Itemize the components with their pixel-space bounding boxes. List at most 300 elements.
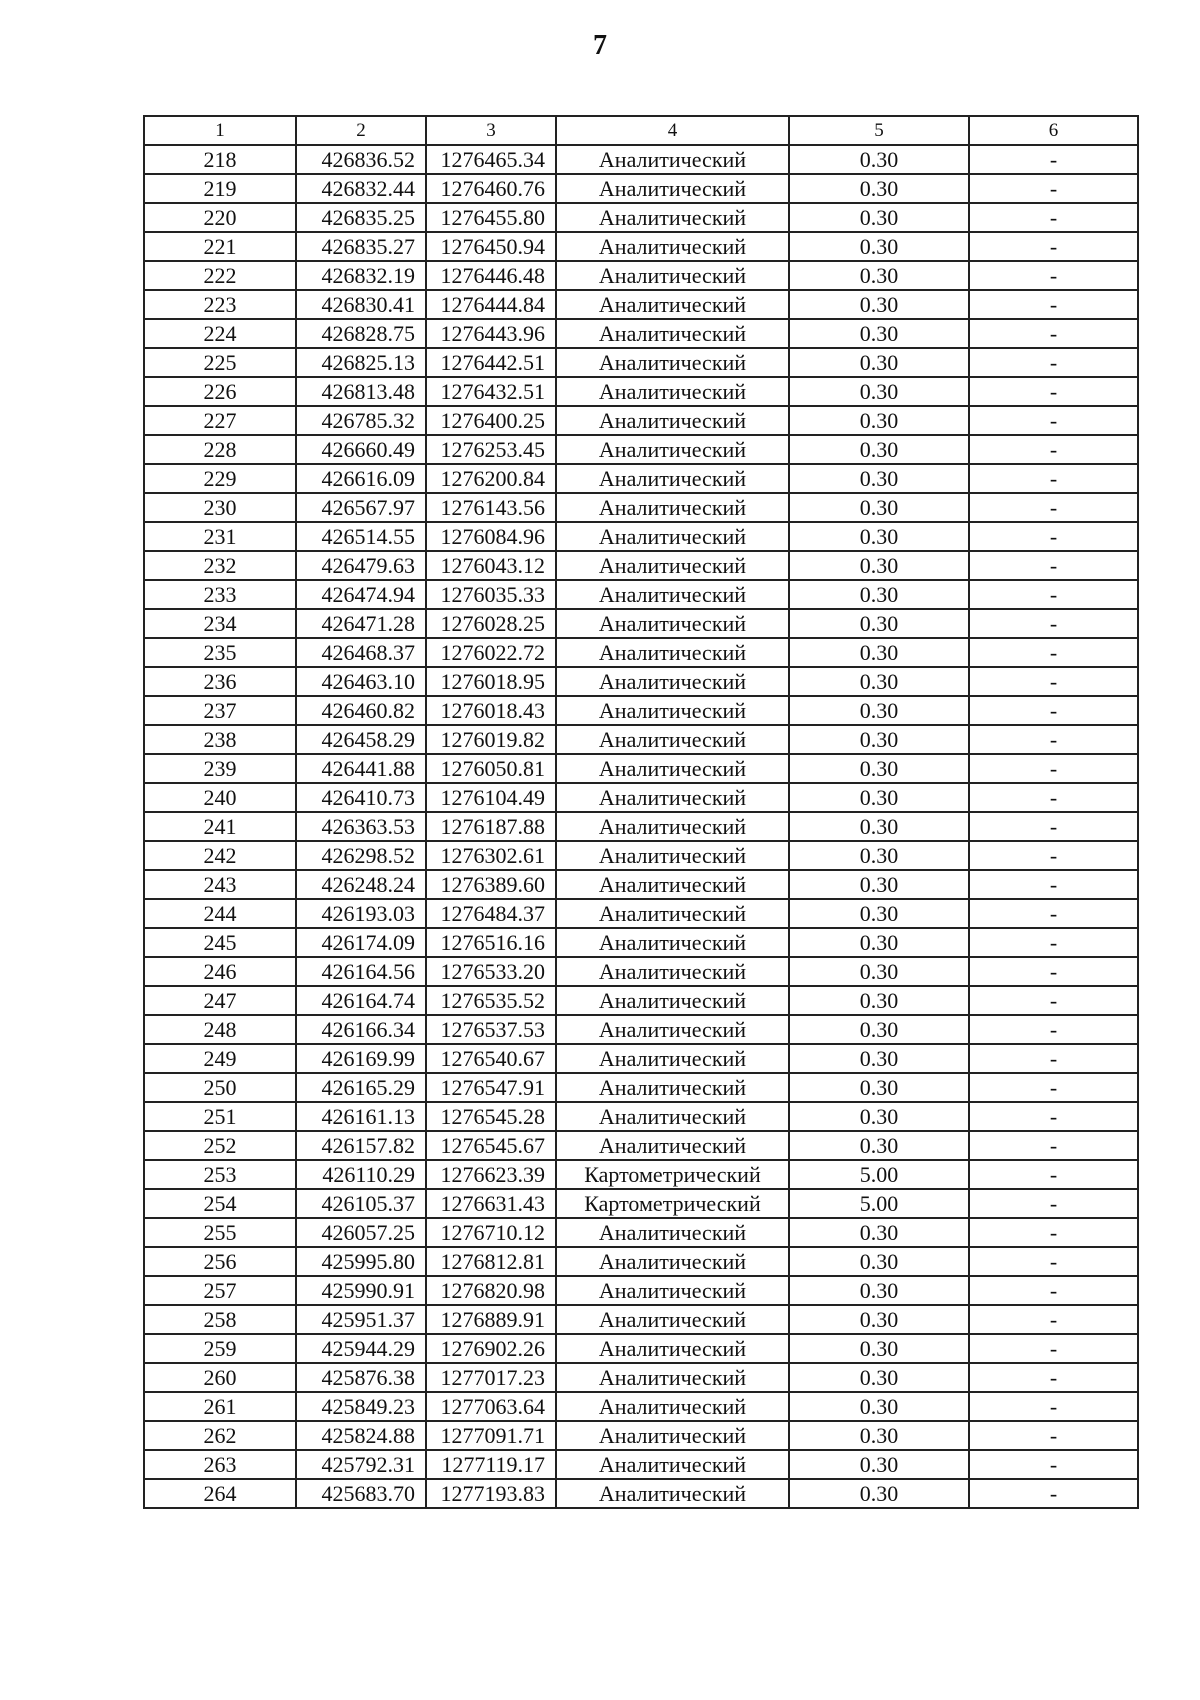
cell-x-coordinate: 426660.49	[296, 435, 426, 464]
cell-x-coordinate: 426567.97	[296, 493, 426, 522]
cell-accuracy: 0.30	[789, 203, 969, 232]
table-row	[144, 232, 1138, 261]
table-row	[144, 1421, 1138, 1450]
cell-y-coordinate: 1276547.91	[426, 1073, 556, 1102]
cell-point-number: 260	[144, 1363, 296, 1392]
cell-method: Аналитический	[556, 696, 789, 725]
cell-note: -	[969, 928, 1138, 957]
cell-y-coordinate: 1276623.39	[426, 1160, 556, 1189]
cell-x-coordinate: 426057.25	[296, 1218, 426, 1247]
cell-accuracy: 0.30	[789, 406, 969, 435]
cell-point-number: 243	[144, 870, 296, 899]
cell-method: Аналитический	[556, 870, 789, 899]
cell-y-coordinate: 1277063.64	[426, 1392, 556, 1421]
cell-y-coordinate: 1276400.25	[426, 406, 556, 435]
table-row	[144, 638, 1138, 667]
cell-method: Аналитический	[556, 957, 789, 986]
cell-note: -	[969, 319, 1138, 348]
cell-point-number: 233	[144, 580, 296, 609]
cell-note: -	[969, 377, 1138, 406]
cell-accuracy: 0.30	[789, 870, 969, 899]
cell-note: -	[969, 232, 1138, 261]
cell-point-number: 224	[144, 319, 296, 348]
cell-y-coordinate: 1276187.88	[426, 812, 556, 841]
table-row	[144, 812, 1138, 841]
table-row	[144, 290, 1138, 319]
cell-x-coordinate: 426441.88	[296, 754, 426, 783]
cell-point-number: 253	[144, 1160, 296, 1189]
column-header-4: 4	[556, 116, 789, 145]
cell-method: Аналитический	[556, 609, 789, 638]
cell-y-coordinate: 1276902.26	[426, 1334, 556, 1363]
cell-point-number: 218	[144, 145, 296, 174]
cell-point-number: 250	[144, 1073, 296, 1102]
cell-accuracy: 0.30	[789, 493, 969, 522]
cell-point-number: 246	[144, 957, 296, 986]
table-row	[144, 870, 1138, 899]
cell-accuracy: 0.30	[789, 1044, 969, 1073]
cell-x-coordinate: 426164.56	[296, 957, 426, 986]
cell-point-number: 255	[144, 1218, 296, 1247]
cell-accuracy: 0.30	[789, 754, 969, 783]
table-row	[144, 580, 1138, 609]
cell-method: Аналитический	[556, 406, 789, 435]
cell-method: Картометрический	[556, 1189, 789, 1218]
cell-point-number: 239	[144, 754, 296, 783]
cell-accuracy: 0.30	[789, 667, 969, 696]
cell-x-coordinate: 425951.37	[296, 1305, 426, 1334]
cell-method: Аналитический	[556, 493, 789, 522]
cell-accuracy: 0.30	[789, 464, 969, 493]
cell-y-coordinate: 1277193.83	[426, 1479, 556, 1508]
cell-method: Аналитический	[556, 754, 789, 783]
cell-point-number: 248	[144, 1015, 296, 1044]
cell-method: Аналитический	[556, 841, 789, 870]
cell-note: -	[969, 1450, 1138, 1479]
cell-x-coordinate: 426410.73	[296, 783, 426, 812]
cell-accuracy: 0.30	[789, 1334, 969, 1363]
cell-y-coordinate: 1276545.67	[426, 1131, 556, 1160]
cell-note: -	[969, 435, 1138, 464]
cell-note: -	[969, 493, 1138, 522]
cell-accuracy: 0.30	[789, 435, 969, 464]
cell-x-coordinate: 426785.32	[296, 406, 426, 435]
cell-note: -	[969, 406, 1138, 435]
table-row	[144, 522, 1138, 551]
table-row	[144, 1392, 1138, 1421]
table-row	[144, 928, 1138, 957]
cell-y-coordinate: 1276537.53	[426, 1015, 556, 1044]
table-row	[144, 667, 1138, 696]
cell-x-coordinate: 426105.37	[296, 1189, 426, 1218]
cell-accuracy: 0.30	[789, 551, 969, 580]
cell-accuracy: 0.30	[789, 1247, 969, 1276]
cell-point-number: 262	[144, 1421, 296, 1450]
cell-note: -	[969, 754, 1138, 783]
cell-note: -	[969, 899, 1138, 928]
table-row	[144, 1102, 1138, 1131]
cell-x-coordinate: 426830.41	[296, 290, 426, 319]
table-row	[144, 1305, 1138, 1334]
cell-accuracy: 0.30	[789, 1015, 969, 1044]
cell-method: Аналитический	[556, 435, 789, 464]
cell-x-coordinate: 426836.52	[296, 145, 426, 174]
cell-y-coordinate: 1276460.76	[426, 174, 556, 203]
cell-method: Картометрический	[556, 1160, 789, 1189]
table-row	[144, 1479, 1138, 1508]
cell-point-number: 247	[144, 986, 296, 1015]
cell-y-coordinate: 1276820.98	[426, 1276, 556, 1305]
cell-note: -	[969, 957, 1138, 986]
cell-point-number: 257	[144, 1276, 296, 1305]
cell-accuracy: 0.30	[789, 522, 969, 551]
cell-x-coordinate: 426298.52	[296, 841, 426, 870]
cell-note: -	[969, 1392, 1138, 1421]
cell-method: Аналитический	[556, 667, 789, 696]
cell-note: -	[969, 1073, 1138, 1102]
cell-note: -	[969, 812, 1138, 841]
coordinates-table	[143, 115, 1139, 1509]
cell-method: Аналитический	[556, 986, 789, 1015]
cell-method: Аналитический	[556, 1421, 789, 1450]
cell-note: -	[969, 783, 1138, 812]
cell-method: Аналитический	[556, 1276, 789, 1305]
cell-accuracy: 0.30	[789, 725, 969, 754]
cell-y-coordinate: 1276084.96	[426, 522, 556, 551]
cell-method: Аналитический	[556, 783, 789, 812]
table-row	[144, 1015, 1138, 1044]
cell-x-coordinate: 425824.88	[296, 1421, 426, 1450]
cell-accuracy: 0.30	[789, 609, 969, 638]
cell-note: -	[969, 841, 1138, 870]
cell-method: Аналитический	[556, 290, 789, 319]
table-row	[144, 1189, 1138, 1218]
cell-y-coordinate: 1276710.12	[426, 1218, 556, 1247]
cell-accuracy: 0.30	[789, 1363, 969, 1392]
table-row	[144, 754, 1138, 783]
cell-note: -	[969, 609, 1138, 638]
cell-method: Аналитический	[556, 1218, 789, 1247]
table-row	[144, 986, 1138, 1015]
table-row	[144, 1218, 1138, 1247]
cell-method: Аналитический	[556, 1102, 789, 1131]
cell-method: Аналитический	[556, 725, 789, 754]
cell-x-coordinate: 426463.10	[296, 667, 426, 696]
table-row	[144, 464, 1138, 493]
cell-y-coordinate: 1276455.80	[426, 203, 556, 232]
cell-y-coordinate: 1276022.72	[426, 638, 556, 667]
cell-x-coordinate: 426835.27	[296, 232, 426, 261]
cell-x-coordinate: 426169.99	[296, 1044, 426, 1073]
cell-method: Аналитический	[556, 1363, 789, 1392]
cell-method: Аналитический	[556, 580, 789, 609]
cell-x-coordinate: 426616.09	[296, 464, 426, 493]
cell-x-coordinate: 426193.03	[296, 899, 426, 928]
cell-accuracy: 0.30	[789, 580, 969, 609]
cell-x-coordinate: 426825.13	[296, 348, 426, 377]
cell-x-coordinate: 426110.29	[296, 1160, 426, 1189]
cell-note: -	[969, 203, 1138, 232]
table-row	[144, 1247, 1138, 1276]
cell-x-coordinate: 425683.70	[296, 1479, 426, 1508]
cell-method: Аналитический	[556, 812, 789, 841]
cell-note: -	[969, 1276, 1138, 1305]
cell-point-number: 228	[144, 435, 296, 464]
cell-y-coordinate: 1276450.94	[426, 232, 556, 261]
cell-method: Аналитический	[556, 1015, 789, 1044]
cell-y-coordinate: 1276302.61	[426, 841, 556, 870]
cell-x-coordinate: 426157.82	[296, 1131, 426, 1160]
cell-y-coordinate: 1276465.34	[426, 145, 556, 174]
cell-accuracy: 0.30	[789, 319, 969, 348]
cell-y-coordinate: 1276050.81	[426, 754, 556, 783]
cell-accuracy: 0.30	[789, 1073, 969, 1102]
cell-y-coordinate: 1276143.56	[426, 493, 556, 522]
table-row	[144, 261, 1138, 290]
cell-note: -	[969, 348, 1138, 377]
cell-accuracy: 0.30	[789, 1305, 969, 1334]
cell-y-coordinate: 1276444.84	[426, 290, 556, 319]
cell-y-coordinate: 1276443.96	[426, 319, 556, 348]
cell-method: Аналитический	[556, 1044, 789, 1073]
cell-accuracy: 0.30	[789, 232, 969, 261]
cell-x-coordinate: 425944.29	[296, 1334, 426, 1363]
cell-point-number: 234	[144, 609, 296, 638]
cell-x-coordinate: 426165.29	[296, 1073, 426, 1102]
cell-note: -	[969, 1044, 1138, 1073]
cell-y-coordinate: 1277091.71	[426, 1421, 556, 1450]
table-row	[144, 1450, 1138, 1479]
cell-accuracy: 0.30	[789, 1421, 969, 1450]
cell-method: Аналитический	[556, 232, 789, 261]
table-row	[144, 783, 1138, 812]
cell-y-coordinate: 1276019.82	[426, 725, 556, 754]
cell-accuracy: 0.30	[789, 1479, 969, 1508]
cell-method: Аналитический	[556, 1334, 789, 1363]
cell-y-coordinate: 1276516.16	[426, 928, 556, 957]
table-row	[144, 406, 1138, 435]
cell-x-coordinate: 426468.37	[296, 638, 426, 667]
cell-x-coordinate: 426174.09	[296, 928, 426, 957]
header-row	[144, 116, 1138, 145]
cell-point-number: 235	[144, 638, 296, 667]
cell-note: -	[969, 522, 1138, 551]
cell-accuracy: 0.30	[789, 928, 969, 957]
table-row	[144, 377, 1138, 406]
cell-method: Аналитический	[556, 1392, 789, 1421]
cell-accuracy: 0.30	[789, 899, 969, 928]
cell-point-number: 251	[144, 1102, 296, 1131]
table-row	[144, 609, 1138, 638]
table-row	[144, 1276, 1138, 1305]
cell-note: -	[969, 580, 1138, 609]
column-header-2: 2	[296, 116, 426, 145]
column-header-3: 3	[426, 116, 556, 145]
cell-note: -	[969, 1363, 1138, 1392]
cell-point-number: 237	[144, 696, 296, 725]
cell-note: -	[969, 1131, 1138, 1160]
cell-method: Аналитический	[556, 1479, 789, 1508]
cell-y-coordinate: 1276889.91	[426, 1305, 556, 1334]
cell-accuracy: 5.00	[789, 1189, 969, 1218]
cell-point-number: 222	[144, 261, 296, 290]
cell-point-number: 245	[144, 928, 296, 957]
cell-note: -	[969, 986, 1138, 1015]
cell-method: Аналитический	[556, 145, 789, 174]
cell-x-coordinate: 426479.63	[296, 551, 426, 580]
cell-accuracy: 0.30	[789, 1392, 969, 1421]
cell-y-coordinate: 1276545.28	[426, 1102, 556, 1131]
cell-accuracy: 5.00	[789, 1160, 969, 1189]
cell-x-coordinate: 426164.74	[296, 986, 426, 1015]
cell-note: -	[969, 667, 1138, 696]
cell-accuracy: 0.30	[789, 812, 969, 841]
column-header-5: 5	[789, 116, 969, 145]
table-row	[144, 551, 1138, 580]
cell-x-coordinate: 426248.24	[296, 870, 426, 899]
cell-x-coordinate: 426828.75	[296, 319, 426, 348]
table-row	[144, 435, 1138, 464]
cell-accuracy: 0.30	[789, 957, 969, 986]
cell-point-number: 259	[144, 1334, 296, 1363]
cell-y-coordinate: 1276442.51	[426, 348, 556, 377]
cell-accuracy: 0.30	[789, 145, 969, 174]
cell-point-number: 223	[144, 290, 296, 319]
cell-point-number: 221	[144, 232, 296, 261]
cell-point-number: 258	[144, 1305, 296, 1334]
cell-method: Аналитический	[556, 1131, 789, 1160]
cell-note: -	[969, 1247, 1138, 1276]
cell-x-coordinate: 425876.38	[296, 1363, 426, 1392]
table-row	[144, 841, 1138, 870]
page-number: 7	[593, 30, 607, 61]
cell-y-coordinate: 1276540.67	[426, 1044, 556, 1073]
cell-accuracy: 0.30	[789, 290, 969, 319]
column-header-6: 6	[969, 116, 1138, 145]
cell-note: -	[969, 638, 1138, 667]
cell-note: -	[969, 1334, 1138, 1363]
cell-note: -	[969, 1305, 1138, 1334]
cell-method: Аналитический	[556, 1247, 789, 1276]
cell-note: -	[969, 870, 1138, 899]
cell-y-coordinate: 1276043.12	[426, 551, 556, 580]
table-row	[144, 174, 1138, 203]
cell-note: -	[969, 696, 1138, 725]
table-body	[144, 145, 1138, 1508]
table-row	[144, 145, 1138, 174]
cell-point-number: 240	[144, 783, 296, 812]
cell-point-number: 225	[144, 348, 296, 377]
table-row	[144, 725, 1138, 754]
cell-y-coordinate: 1276253.45	[426, 435, 556, 464]
cell-note: -	[969, 174, 1138, 203]
cell-method: Аналитический	[556, 464, 789, 493]
cell-point-number: 252	[144, 1131, 296, 1160]
cell-method: Аналитический	[556, 348, 789, 377]
cell-accuracy: 0.30	[789, 696, 969, 725]
cell-point-number: 256	[144, 1247, 296, 1276]
cell-note: -	[969, 290, 1138, 319]
cell-point-number: 263	[144, 1450, 296, 1479]
cell-y-coordinate: 1277017.23	[426, 1363, 556, 1392]
cell-point-number: 232	[144, 551, 296, 580]
cell-x-coordinate: 426835.25	[296, 203, 426, 232]
cell-point-number: 227	[144, 406, 296, 435]
cell-accuracy: 0.30	[789, 377, 969, 406]
cell-point-number: 242	[144, 841, 296, 870]
cell-x-coordinate: 426832.44	[296, 174, 426, 203]
cell-accuracy: 0.30	[789, 1218, 969, 1247]
cell-y-coordinate: 1276432.51	[426, 377, 556, 406]
cell-x-coordinate: 426363.53	[296, 812, 426, 841]
cell-y-coordinate: 1276533.20	[426, 957, 556, 986]
cell-point-number: 219	[144, 174, 296, 203]
cell-point-number: 261	[144, 1392, 296, 1421]
cell-point-number: 244	[144, 899, 296, 928]
cell-method: Аналитический	[556, 1305, 789, 1334]
cell-accuracy: 0.30	[789, 638, 969, 667]
cell-note: -	[969, 261, 1138, 290]
cell-method: Аналитический	[556, 899, 789, 928]
cell-note: -	[969, 464, 1138, 493]
cell-note: -	[969, 1479, 1138, 1508]
cell-note: -	[969, 1160, 1138, 1189]
cell-accuracy: 0.30	[789, 261, 969, 290]
cell-x-coordinate: 426161.13	[296, 1102, 426, 1131]
cell-note: -	[969, 1189, 1138, 1218]
table-row	[144, 493, 1138, 522]
cell-y-coordinate: 1276484.37	[426, 899, 556, 928]
table-row	[144, 1363, 1138, 1392]
cell-y-coordinate: 1276018.43	[426, 696, 556, 725]
cell-accuracy: 0.30	[789, 783, 969, 812]
cell-method: Аналитический	[556, 319, 789, 348]
cell-point-number: 264	[144, 1479, 296, 1508]
table-row	[144, 203, 1138, 232]
cell-y-coordinate: 1276028.25	[426, 609, 556, 638]
cell-point-number: 220	[144, 203, 296, 232]
cell-note: -	[969, 1102, 1138, 1131]
table-row	[144, 1160, 1138, 1189]
cell-note: -	[969, 725, 1138, 754]
cell-x-coordinate: 425849.23	[296, 1392, 426, 1421]
cell-accuracy: 0.30	[789, 1450, 969, 1479]
cell-point-number: 231	[144, 522, 296, 551]
cell-y-coordinate: 1277119.17	[426, 1450, 556, 1479]
cell-x-coordinate: 426813.48	[296, 377, 426, 406]
cell-method: Аналитический	[556, 1450, 789, 1479]
cell-x-coordinate: 426166.34	[296, 1015, 426, 1044]
cell-y-coordinate: 1276104.49	[426, 783, 556, 812]
cell-method: Аналитический	[556, 1073, 789, 1102]
cell-note: -	[969, 1015, 1138, 1044]
cell-y-coordinate: 1276535.52	[426, 986, 556, 1015]
cell-accuracy: 0.30	[789, 174, 969, 203]
cell-x-coordinate: 425990.91	[296, 1276, 426, 1305]
cell-point-number: 230	[144, 493, 296, 522]
cell-x-coordinate: 426514.55	[296, 522, 426, 551]
cell-x-coordinate: 425995.80	[296, 1247, 426, 1276]
cell-note: -	[969, 551, 1138, 580]
cell-point-number: 241	[144, 812, 296, 841]
cell-method: Аналитический	[556, 551, 789, 580]
cell-x-coordinate: 426460.82	[296, 696, 426, 725]
cell-accuracy: 0.30	[789, 1131, 969, 1160]
cell-note: -	[969, 145, 1138, 174]
cell-accuracy: 0.30	[789, 348, 969, 377]
cell-accuracy: 0.30	[789, 841, 969, 870]
cell-point-number: 229	[144, 464, 296, 493]
